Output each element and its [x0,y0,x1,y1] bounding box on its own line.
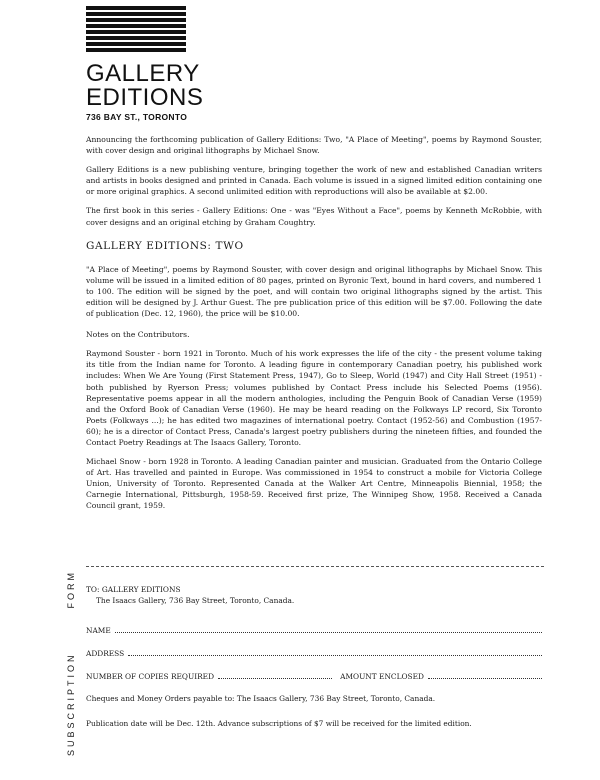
copies-input-line[interactable] [218,670,332,679]
about-paragraph: Gallery Editions is a new publishing venture, bringing together the work of new and established Canadian writers and artists in books designed and printed in Canada. Each volume is issued in a signed limited edition containing one or more original graphics. A second unlimited edition with reproductions will also be available at $2.00. [86,165,542,197]
subscription-form-side-label: SUBSCRIPTIONFORM [66,569,76,756]
address-input-line[interactable] [128,647,542,656]
name-field[interactable] [86,624,542,636]
notes-heading: Notes on the Contributors. [86,330,190,340]
publication-note: Publication date will be Dec. 12th. Advance subscriptions of $7 will be received for the limited edition. [86,719,472,729]
form-to-line: TO: GALLERY EDITIONS [86,585,181,594]
address-field[interactable] [86,647,542,659]
copies-amount-field[interactable] [86,670,542,682]
souster-bio: Raymond Souster - born 1921 in Toronto. Much of his work expresses the life of the city - the present volume taking its title from the Indian name for Toronto. A leading figure in contemporary Canadian poetry, his published work includes: When We Are Young (First Statement Press, 1947), Go to Sleep, World (1947) and City Hall Street (1951) - both published by Ryerson Press; volumes published by Contact Press include his Selected Poems (1956). Representative poems appear in all the modern anthologies, including the Penguin Book of Canadian Verse (1959) and the Oxford Book of Canadian Verse (1960). He may be heard reading on the Folkways LP record, Six Toronto Poets (Folkways ...); he has edited two magazines of international poetry. Contact (1952-56) and Combustion (1957-60); he is a director of Contact Press, Canada's largest poetry publishers during the nineteen fifties, and founded the Contact Poetry Readings at The Isaacs Gallery, Toronto. [86,349,542,447]
section-heading: GALLERY EDITIONS: TWO [86,239,244,252]
logo-line-gallery: GALLERY [86,60,200,87]
logo-address: 736 BAY ST., TORONTO [86,112,188,122]
address-label: ADDRESS [86,649,125,658]
cut-line [86,566,544,567]
amount-label: AMOUNT ENCLOSED [340,672,424,681]
name-label: NAME [86,626,111,635]
name-input-line[interactable] [115,624,542,633]
intro-paragraph: Announcing the forthcoming publication of Gallery Editions: Two, "A Place of Meeting", poems by Raymond Souster, with cover design and original lithographs by Michael Snow. [86,135,542,156]
snow-bio: Michael Snow - born 1928 in Toronto. A leading Canadian painter and musician. Graduated from the Ontario College of Art. Has travelled and painted in Europe. Was commissioned in 1954 to construct a mobile for Victoria College Union, University of Toronto. Represented Canada at the Walker Art Centre, Minneapolis Biennial, 1958; the Carnegie International, Pittsburgh, 1958-59. Received first prize, The Winnipeg Show, 1958. Received a Canada Council grant, 1959. [86,457,542,511]
amount-input-line[interactable] [428,670,542,679]
volume-paragraph: "A Place of Meeting", poems by Raymond Souster, with cover design and original lithographs by Michael Snow. This volume will be issued in a limited edition of 80 pages, printed on Byronic Text, bound in hard covers, and numbered 1 to 100. The edition will be signed by the poet, and will contain two original lithographs signed by the artist. This edition will be designed by J. Arthur Guest. The pre publication price of this edition will be $7.00. Following the date of publication (Dec. 12, 1960), the price will be $10.00. [86,264,542,319]
announcement-body [86,134,542,520]
copies-label: NUMBER OF COPIES REQUIRED [86,672,215,681]
cheques-note: Cheques and Money Orders payable to: The Isaacs Gallery, 736 Bay Street, Toronto, Canada. [86,694,436,703]
logo-wordmark [86,62,203,110]
first-book-paragraph: The first book in this series - Gallery Editions: One - was "Eyes Without a Face", poems by Kenneth McRobbie, with cover designs and an original etching by Graham Coughtry. [86,206,542,227]
logo-line-editions: EDITIONS [86,84,204,111]
logo-stripes [86,6,186,54]
subscription-form [86,584,542,737]
form-to-address: The Isaacs Gallery, 736 Bay Street, Toronto, Canada. [96,596,295,605]
